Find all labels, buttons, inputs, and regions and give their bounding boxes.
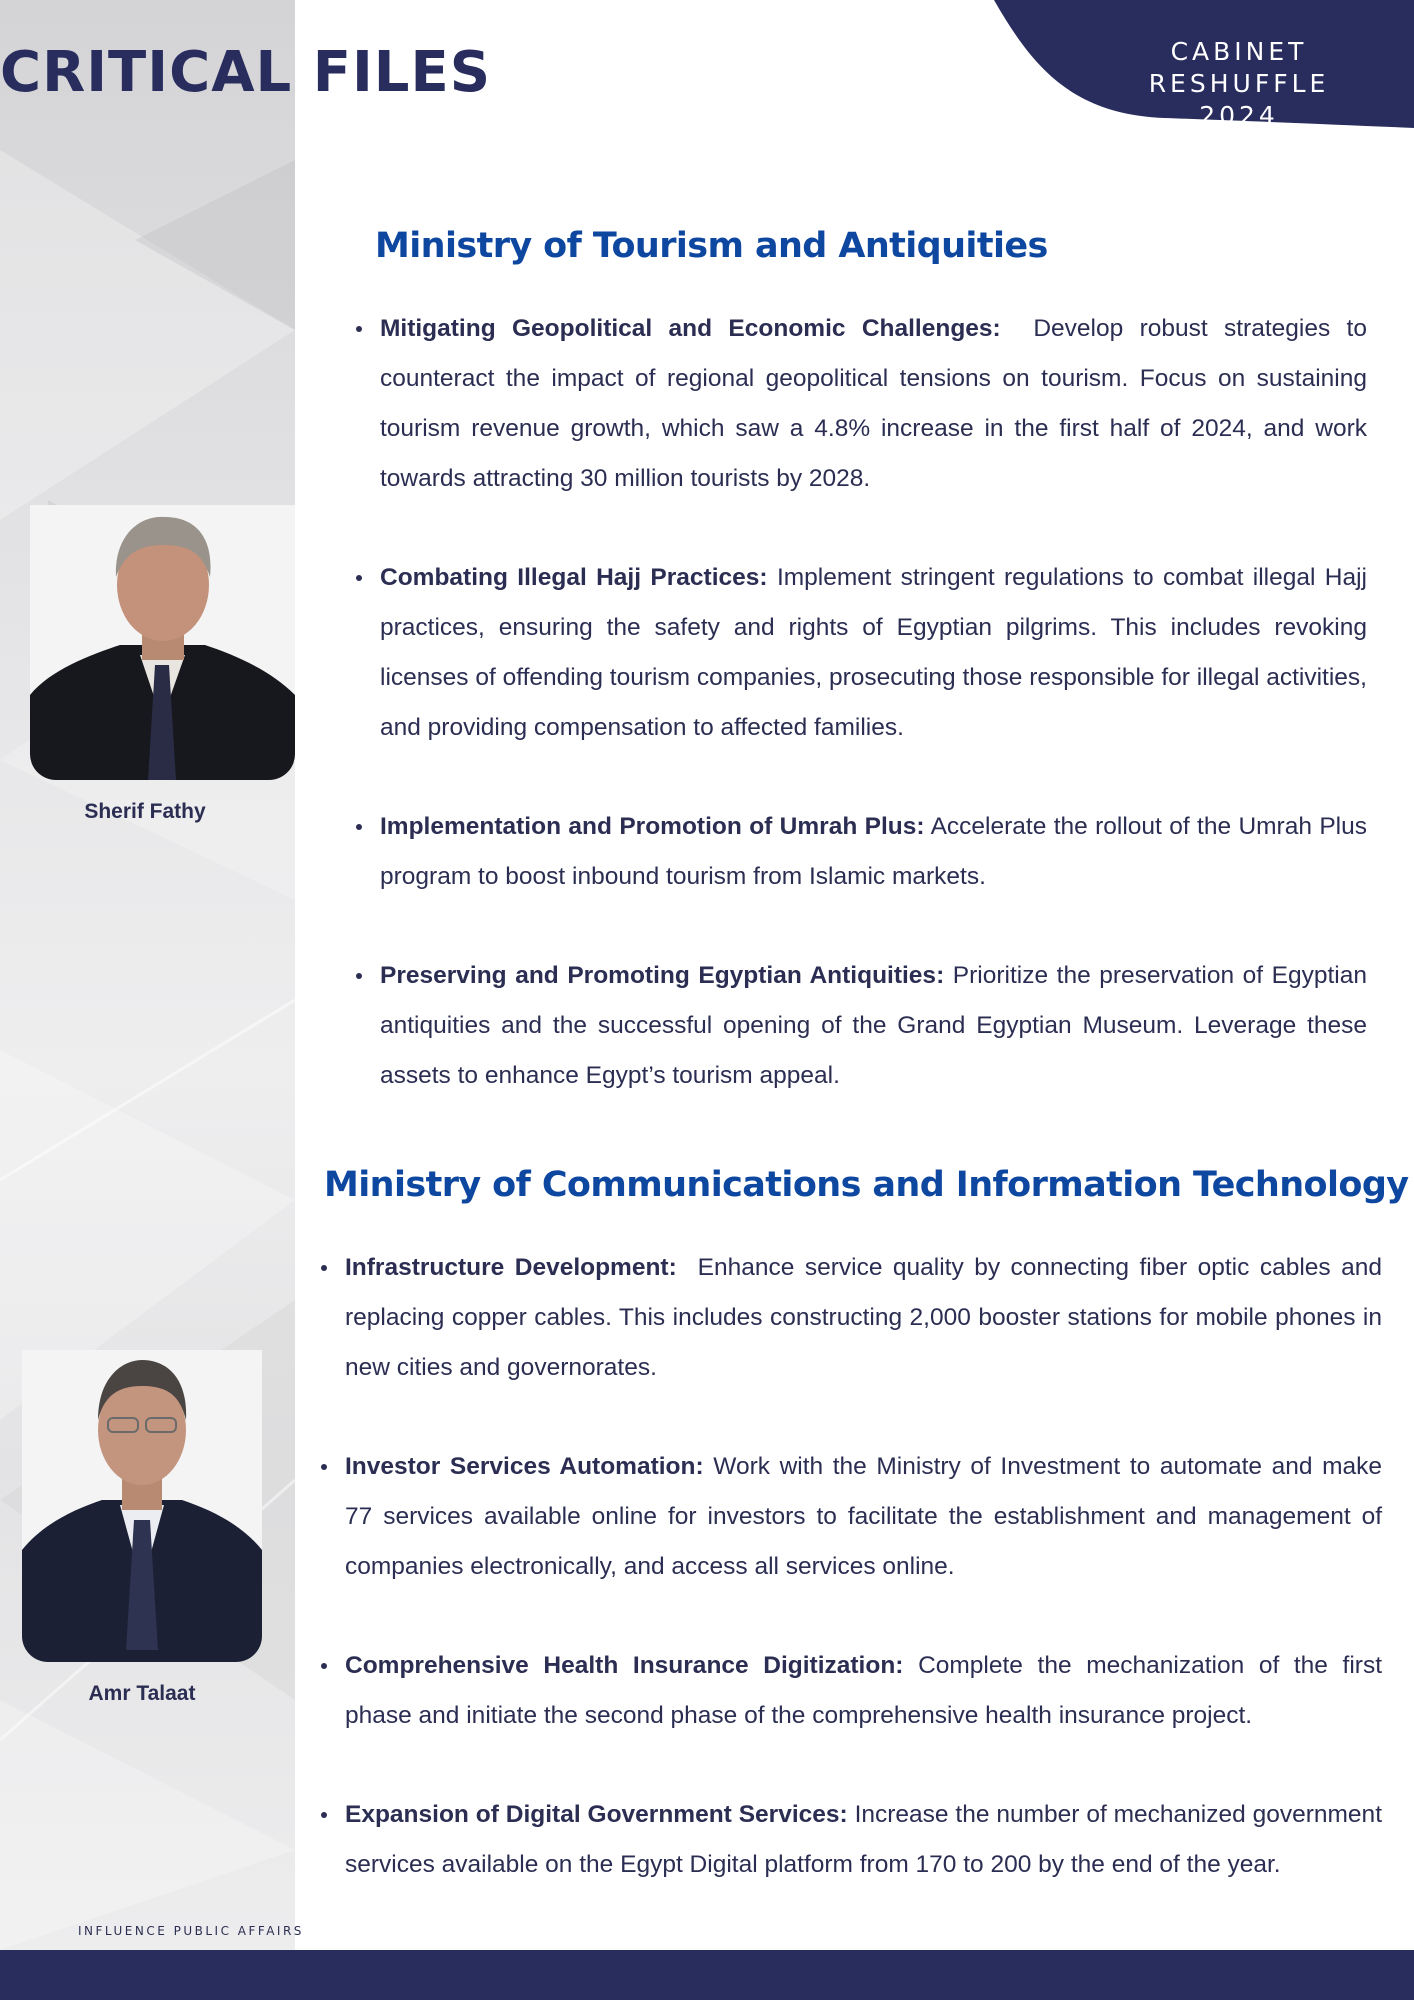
item-text: Enhance service quality by connecting fiber optic cables and replacing copper cables. This includes constructing 2,000 booster stations for mobile phones in new cities and governorates.	[345, 1254, 1382, 1381]
list-item	[380, 802, 1367, 902]
person-name: Amr Talaat	[88, 1682, 196, 1705]
portrait-photo-sherif-fathy	[30, 505, 295, 780]
portrait-photo-icon	[30, 505, 295, 780]
tourism-bullet-list	[380, 304, 1367, 1150]
item-label: Expansion of Digital Government Services:	[345, 1801, 848, 1828]
item-text: Accelerate the rollout of the Umrah Plus program to boost inbound tourism from Islamic markets.	[380, 813, 1367, 890]
item-label: Comprehensive Health Insurance Digitization:	[345, 1652, 904, 1679]
item-text: Prioritize the preservation of Egyptian antiquities and the successful opening of the Grand Egyptian Museum. Leverage these assets to enhance Egypt’s tourism appeal.	[380, 962, 1367, 1089]
item-label: Infrastructure Development:	[345, 1254, 677, 1281]
list-item	[345, 1790, 1382, 1890]
list-item	[380, 553, 1367, 753]
item-text: Increase the number of mechanized government services available on the Egypt Digital platform from 170 to 200 by the end of the year.	[345, 1801, 1382, 1878]
portrait-photo-amr-talaat	[22, 1350, 262, 1662]
item-text: Develop robust strategies to counteract the impact of regional geopolitical tensions on tourism. Focus on sustaining tourism revenue growth, which saw a 4.8% increase in the first half of 2024, and work towards attracting 30 million tourists by 2028.	[380, 315, 1367, 492]
section-heading-communications: Ministry of Communications and Information Technology	[324, 1165, 1409, 1205]
banner-line-2: 2024	[1199, 101, 1279, 130]
communications-bullet-list	[345, 1243, 1382, 1939]
banner-line-1: CABINET RESHUFFLE	[1148, 37, 1330, 98]
footer-bar	[0, 1950, 1414, 2000]
item-text: Work with the Ministry of Investment to automate and make 77 services available online for investors to facilitate the establishment and management of companies electronically, and access all services online.	[345, 1453, 1382, 1580]
person-name: Sherif Fathy	[84, 800, 206, 823]
portrait-photo-icon	[22, 1350, 262, 1662]
item-label: Preserving and Promoting Egyptian Antiquities:	[380, 962, 945, 989]
section-heading-tourism: Ministry of Tourism and Antiquities	[375, 226, 1048, 266]
list-item	[345, 1641, 1382, 1741]
list-item	[380, 304, 1367, 504]
header-banner	[994, 0, 1414, 130]
list-item	[345, 1243, 1382, 1393]
list-item	[380, 951, 1367, 1101]
item-label: Combating Illegal Hajj Practices:	[380, 564, 768, 591]
item-text: Implement stringent regulations to combat illegal Hajj practices, ensuring the safety and rights of Egyptian pilgrims. This includes revoking licenses of offending tourism companies, prosecuting those responsible for illegal activities, and providing compensation to affected families.	[380, 564, 1367, 741]
item-label: Mitigating Geopolitical and Economic Challenges:	[380, 315, 1001, 342]
item-label: Investor Services Automation:	[345, 1453, 704, 1480]
page-title: CRITICAL FILES	[0, 40, 492, 105]
item-label: Implementation and Promotion of Umrah Plus:	[380, 813, 925, 840]
list-item	[345, 1442, 1382, 1592]
footer-organization: INFLUENCE PUBLIC AFFAIRS	[78, 1924, 304, 1938]
item-text: Complete the mechanization of the first phase and initiate the second phase of the comprehensive health insurance project.	[345, 1652, 1383, 1729]
banner-label	[1104, 36, 1374, 132]
